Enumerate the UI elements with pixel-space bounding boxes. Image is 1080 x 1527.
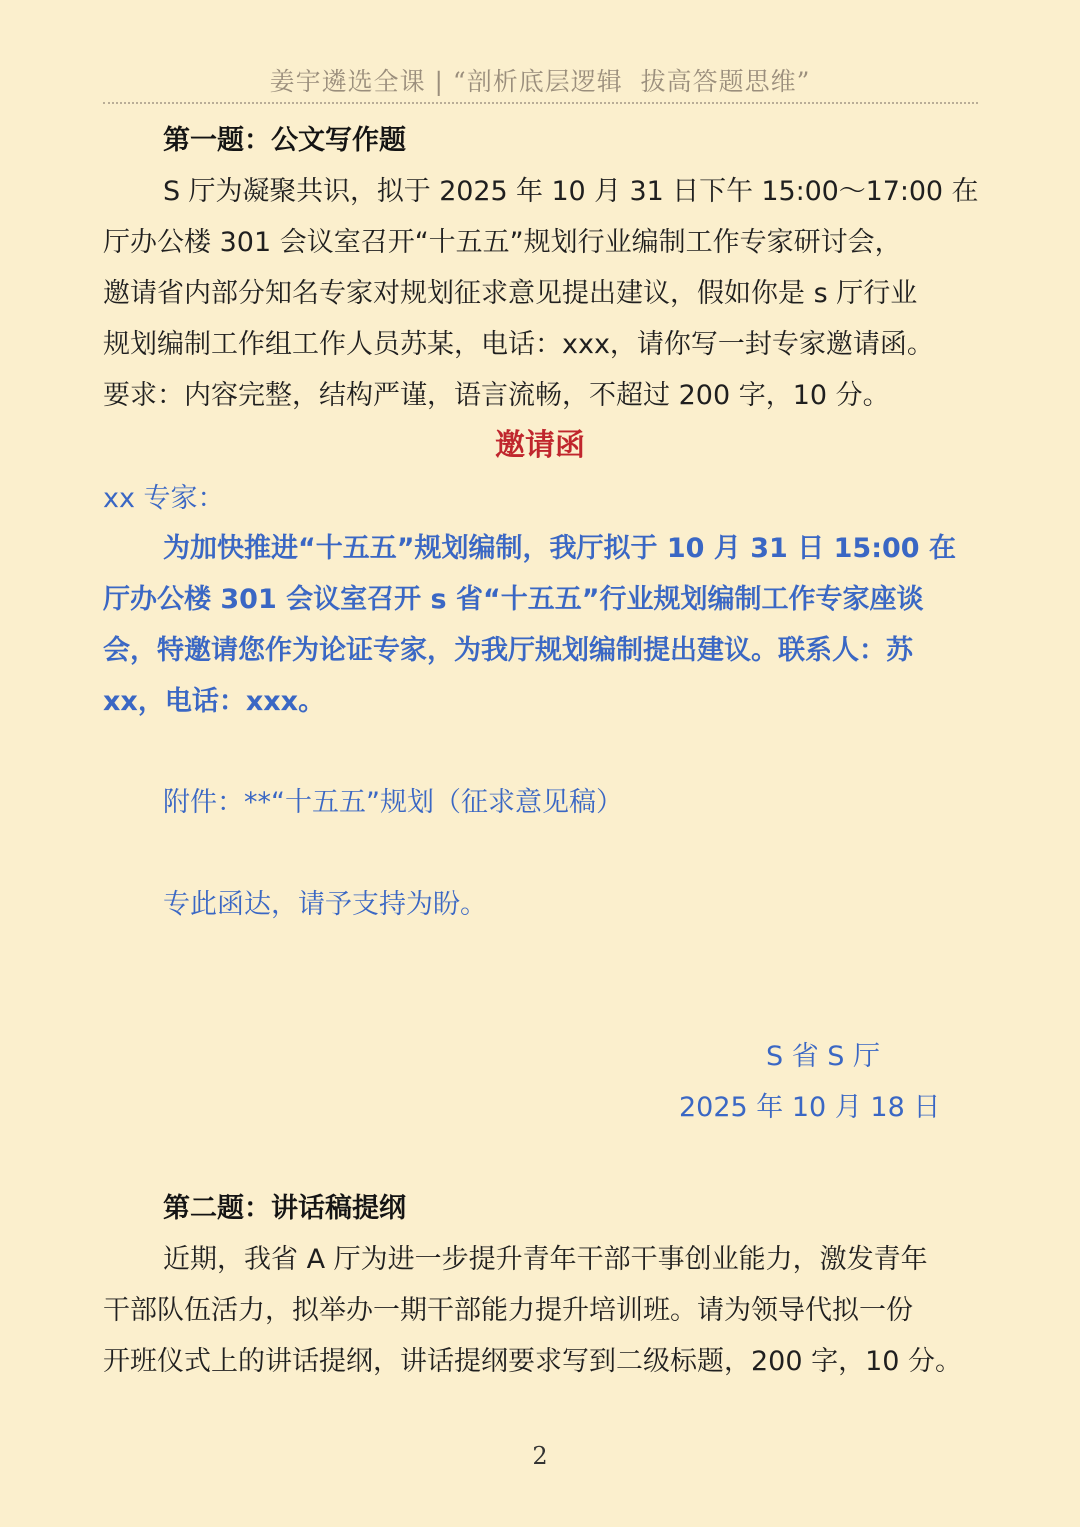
letter-body-line: 会，特邀请您作为论证专家，为我厅规划编制提出建议。联系人：苏 — [103, 635, 913, 666]
letter-attachment: 附件：**“十五五”规划（征求意见稿） — [163, 787, 623, 818]
question-1-line: S 厅为凝聚共识，拟于 2025 年 10 月 31 日下午 15:00～17:00 在 — [163, 176, 979, 207]
page-header: 姜宇遴选全课 | “剖析底层逻辑 拔高答题思维” — [269, 67, 811, 96]
question-2-line: 干部队伍活力，拟举办一期干部能力提升培训班。请为领导代拟一份 — [103, 1295, 913, 1326]
letter-date: 2025 年 10 月 18 日 — [679, 1092, 941, 1123]
letter-body-line: xx，电话：xxx。 — [103, 686, 326, 717]
letter-body-line: 厅办公楼 301 会议室召开 s 省“十五五”行业规划编制工作专家座谈 — [103, 584, 924, 615]
question-1-line: 要求：内容完整，结构严谨，语言流畅，不超过 200 字，10 分。 — [103, 380, 890, 411]
question-1-line: 邀请省内部分知名专家对规划征求意见提出建议，假如你是 s 厅行业 — [103, 278, 918, 309]
question-1-line: 厅办公楼 301 会议室召开“十五五”规划行业编制工作专家研讨会， — [103, 227, 902, 258]
question-2-heading: 第二题：讲话稿提纲 — [163, 1193, 406, 1224]
question-1-heading: 第一题：公文写作题 — [163, 125, 406, 156]
letter-closing: 专此函达，请予支持为盼。 — [163, 889, 487, 920]
page-number: 2 — [532, 1442, 548, 1470]
letter-body-line: 为加快推进“十五五”规划编制，我厅拟于 10 月 31 日 15:00 在 — [163, 533, 956, 564]
letter-salutation: xx 专家： — [103, 483, 225, 514]
header-divider — [103, 102, 978, 104]
letter-signature: S 省 S 厅 — [766, 1041, 881, 1072]
question-2-line: 近期，我省 A 厅为进一步提升青年干部干事创业能力，激发青年 — [163, 1244, 928, 1275]
question-1-line: 规划编制工作组工作人员苏某，电话：xxx，请你写一封专家邀请函。 — [103, 329, 934, 360]
question-2-line: 开班仪式上的讲话提纲，讲话提纲要求写到二级标题，200 字，10 分。 — [103, 1346, 963, 1377]
letter-title: 邀请函 — [495, 428, 585, 463]
